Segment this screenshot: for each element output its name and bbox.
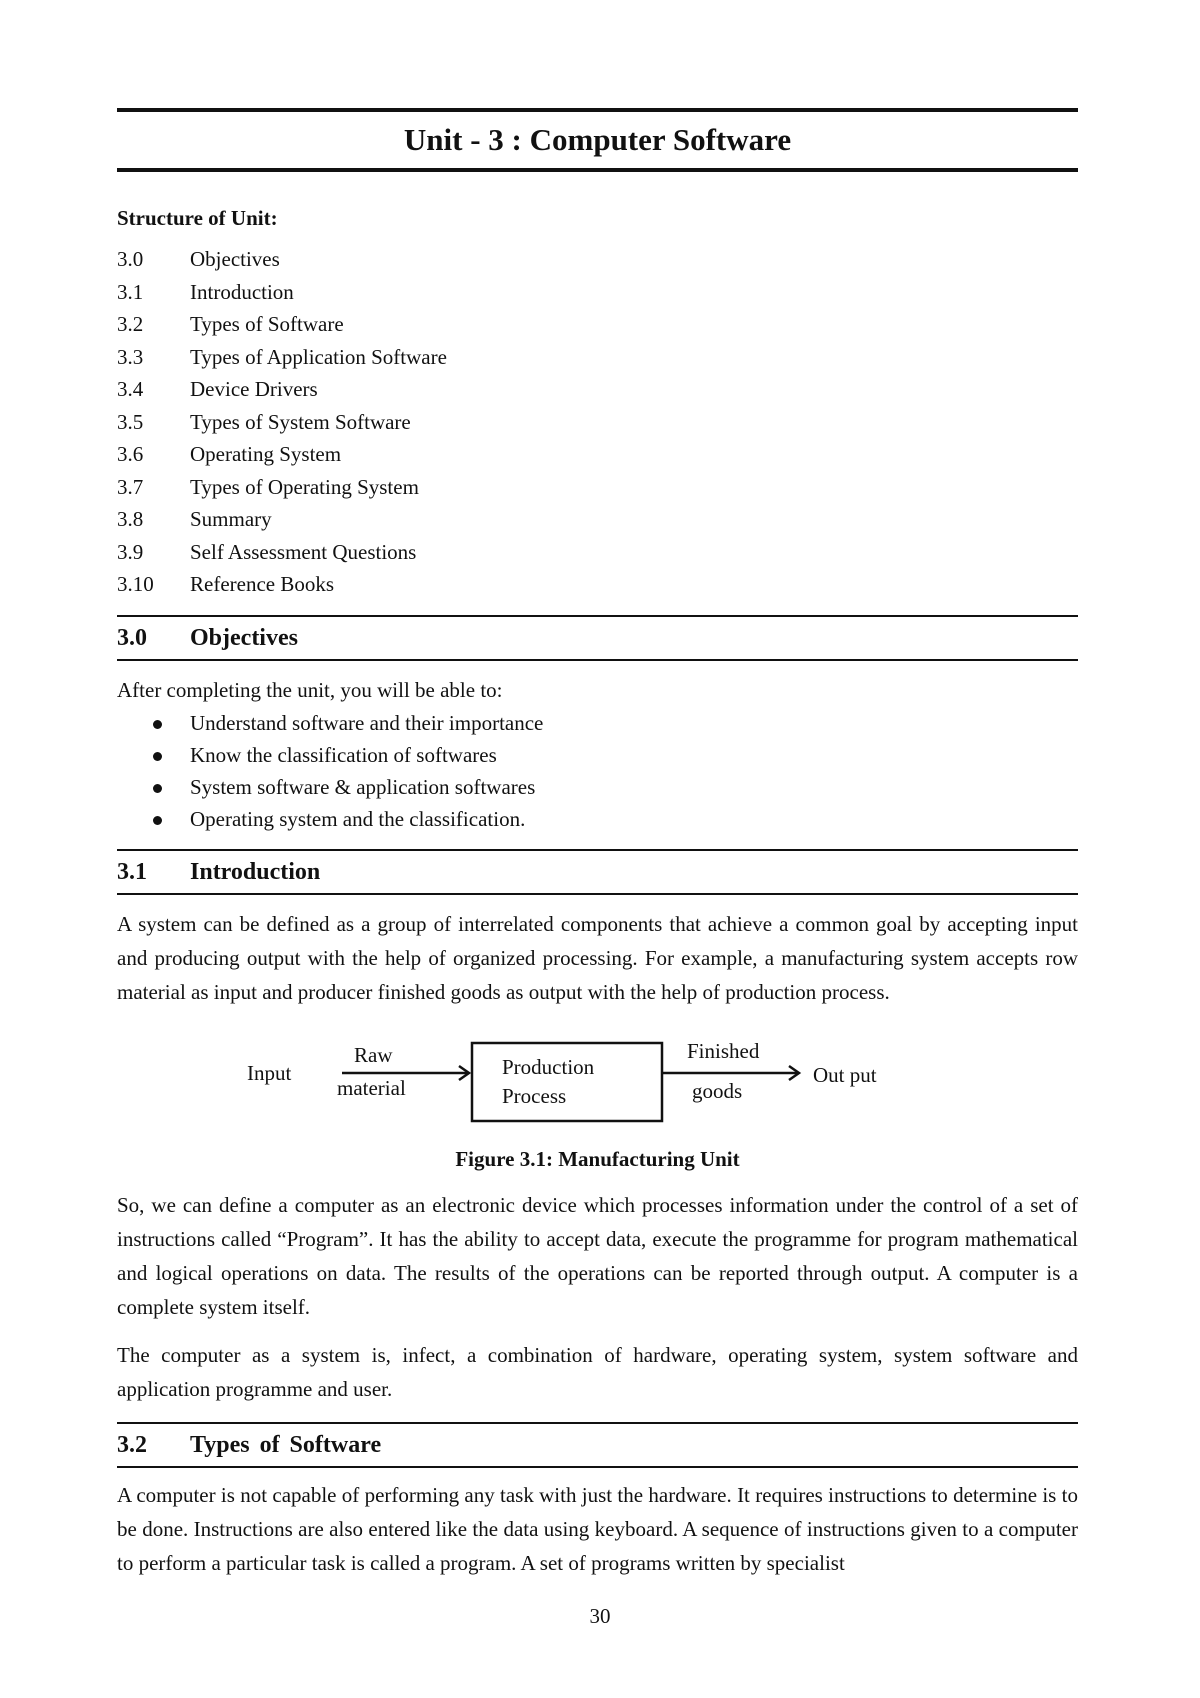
- section-heading-introduction: [117, 851, 1078, 893]
- section-title: Objectives: [190, 624, 298, 651]
- section-title: Types of Software: [190, 1431, 382, 1458]
- bullet-icon: [117, 771, 190, 803]
- toc-label: Operating System: [190, 442, 342, 466]
- objectives-intro: After completing the unit, you will be able to:: [117, 677, 503, 702]
- software-paragraph-1: A computer is not capable of performing any task with just the hardware. It requires instructions to determine is to be done. Instructions are also entered like the data using keyboard. A sequence of instructions given to a computer to perform a particular task is called a program. A set of programs written by specialist: [117, 1482, 1078, 1575]
- label-raw: Raw: [354, 1042, 393, 1067]
- label-goods: goods: [692, 1078, 743, 1103]
- bullet-icon: [117, 739, 190, 771]
- intro-paragraph-2: So, we can define a computer as an electronic device which processes information under the control of a set of instructions called “Program”. It has the ability to accept data, execute the programme for program mathematical and logical operations on data. The results of the operations can be reported through output. A computer is a complete system itself.: [117, 1192, 1078, 1319]
- label-material: material: [337, 1075, 406, 1100]
- toc-item: [117, 503, 1078, 536]
- toc-number: 3.3: [117, 344, 144, 369]
- label-finished: Finished: [687, 1038, 760, 1063]
- toc-number: 3.5: [117, 409, 144, 434]
- section-rule: [117, 1466, 1078, 1468]
- list-item-text: Understand software and their importance: [190, 710, 544, 735]
- toc-label: Objectives: [190, 247, 280, 271]
- toc-number: 3.6: [117, 442, 144, 466]
- label-process: Process: [502, 1083, 567, 1108]
- toc-item: [117, 406, 1078, 439]
- section-number: 3.1: [117, 858, 147, 885]
- label-input: Input: [247, 1060, 292, 1085]
- table-of-contents: [117, 243, 1078, 601]
- toc-item: [117, 341, 1078, 374]
- toc-label: Types of Operating System: [190, 474, 419, 499]
- section-rule: [117, 659, 1078, 661]
- toc-item: [117, 438, 1078, 471]
- list-item: [117, 771, 1078, 803]
- list-item-text: Operating system and the classification.: [190, 806, 526, 831]
- toc-label: Self Assessment Questions: [190, 539, 417, 564]
- toc-label: Device Drivers: [190, 377, 318, 401]
- toc-label: Types of Application Software: [190, 344, 447, 369]
- diagram-arrows: [117, 1031, 1078, 1141]
- toc-number: 3.0: [117, 247, 144, 271]
- intro-paragraph-3: The computer as a system is, infect, a combination of hardware, operating system, system software and application programme and user.: [117, 1342, 1078, 1401]
- section-heading-types-of-software: [117, 1424, 1078, 1466]
- label-output: Out put: [813, 1062, 877, 1087]
- toc-item: [117, 276, 1078, 309]
- toc-item: [117, 536, 1078, 569]
- section-title: Introduction: [190, 858, 321, 885]
- toc-label: Reference Books: [190, 572, 335, 596]
- figure-caption: Figure 3.1: Manufacturing Unit: [455, 1146, 740, 1171]
- document-page: [117, 108, 1078, 1580]
- bullet-icon: [117, 803, 190, 835]
- toc-item: [117, 243, 1078, 276]
- toc-item: [117, 471, 1078, 504]
- list-item: [117, 739, 1078, 771]
- toc-number: 3.10: [117, 572, 154, 596]
- section-number: 3.2: [117, 1431, 147, 1458]
- toc-number: 3.9: [117, 539, 144, 564]
- title-bottom-rule: [117, 168, 1078, 172]
- bullet-icon: [117, 707, 190, 739]
- structure-heading: Structure of Unit:: [117, 206, 278, 230]
- toc-label: Types of Software: [190, 312, 344, 336]
- unit-title: Unit - 3 : Computer Software: [403, 122, 792, 157]
- section-number: 3.0: [117, 624, 147, 651]
- toc-number: 3.8: [117, 507, 144, 531]
- toc-label: Summary: [190, 507, 272, 531]
- toc-number: 3.2: [117, 312, 144, 336]
- toc-number: 3.7: [117, 474, 144, 499]
- toc-number: 3.4: [117, 377, 144, 401]
- list-item-text: System software & application softwares: [190, 774, 536, 799]
- list-item-text: Know the classification of softwares: [190, 742, 497, 767]
- toc-item: [117, 373, 1078, 406]
- toc-number: 3.1: [117, 279, 144, 304]
- manufacturing-diagram: [117, 1031, 1078, 1141]
- list-item: [117, 803, 1078, 835]
- toc-label: Introduction: [190, 279, 294, 304]
- intro-paragraph-1: A system can be defined as a group of interrelated components that achieve a common goal by accepting input and producing output with the help of organized processing. For example, a manufacturing system accepts row material as input and producer finished goods as output with the help of production process.: [117, 911, 1078, 1004]
- page-number: 30: [589, 1604, 611, 1628]
- toc-item: [117, 568, 1078, 601]
- objectives-list: [117, 707, 1078, 835]
- list-item: [117, 707, 1078, 739]
- label-production: Production: [502, 1054, 595, 1079]
- toc-label: Types of System Software: [190, 409, 411, 434]
- toc-item: [117, 308, 1078, 341]
- section-rule: [117, 893, 1078, 895]
- section-heading-objectives: [117, 617, 1078, 659]
